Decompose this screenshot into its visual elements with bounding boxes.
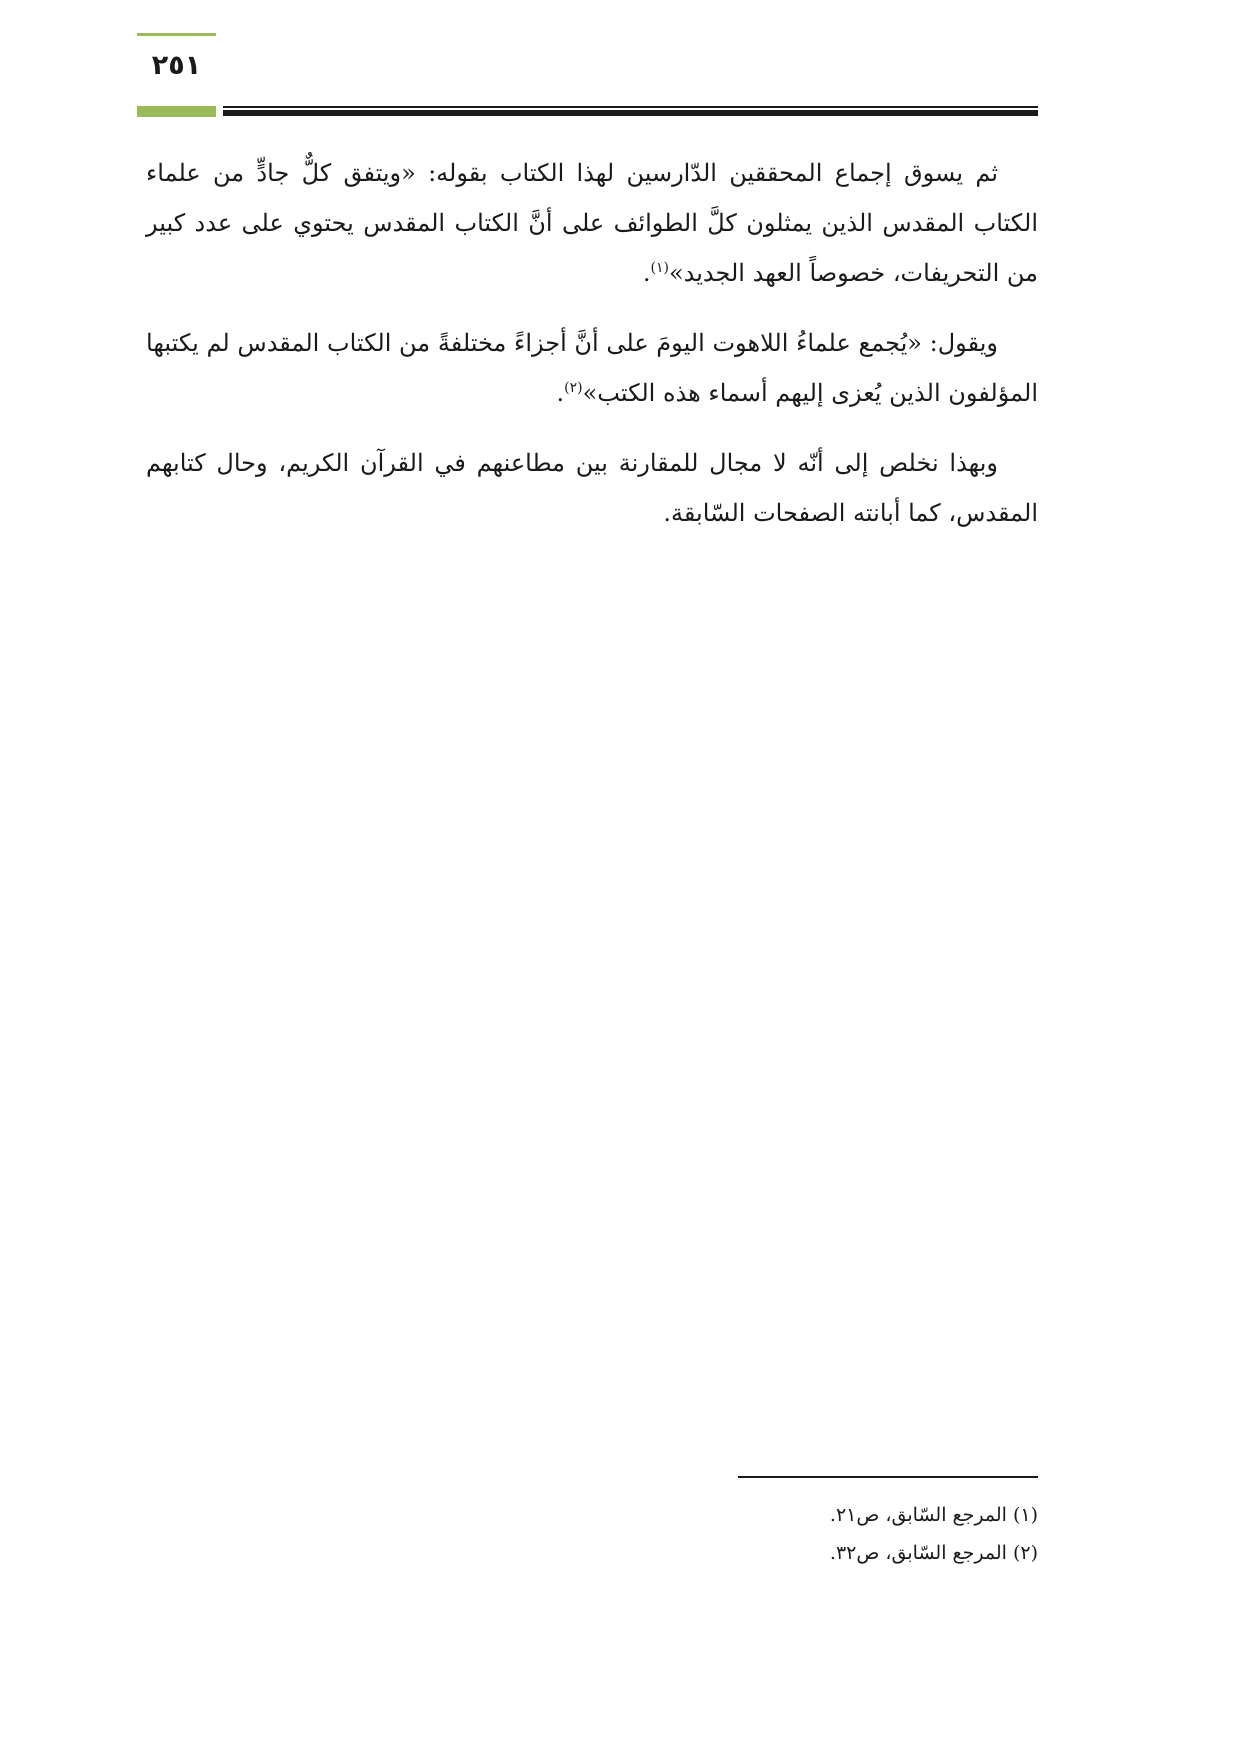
footnote-ref-2: (٢) (564, 380, 583, 396)
header-rule-thick (223, 110, 1038, 116)
footnote-2: (٢) المرجع السّابق، ص٣٢. (829, 1542, 1038, 1564)
page-number-top-line (137, 33, 216, 36)
paragraph-2-end: . (556, 379, 565, 407)
body-text (146, 148, 1038, 558)
paragraph-3 (146, 438, 1038, 538)
paragraph-1 (146, 148, 1038, 298)
footnote-separator (738, 1476, 1038, 1478)
paragraph-1-end: . (642, 259, 651, 287)
footnote-1: (١) المرجع السّابق، ص٢١. (829, 1504, 1038, 1526)
header-green-bar (137, 106, 216, 117)
paragraph-2 (146, 318, 1038, 418)
paragraph-3-text: وبهذا نخلص إلى أنّه لا مجال للمقارنة بين مطاعنهم في القرآن الكريم، وحال كتابهم المقدس، كما أبانته الصفحات السّابقة. (146, 449, 1038, 527)
paragraph-1-text: ثم يسوق إجماع المحققين الدّارسين لهذا الكتاب بقوله: «ويتفق كلٌّ جادٍّ من علماء الكتاب المقدس الذين يمثلون كلَّ الطوائف على أنَّ الكتاب المقدس يحتوي على عدد كبير من التحريفات، خصوصاً العهد الجديد» (146, 159, 1038, 287)
page-number: ٢٥١ (151, 50, 202, 81)
footnotes (600, 1496, 1038, 1572)
header-rule-thin (223, 106, 1038, 108)
footnote-ref-1: (١) (650, 260, 669, 276)
paragraph-2-text: ويقول: «يُجمع علماءُ اللاهوت اليومَ على أنَّ أجزاءً مختلفةً من الكتاب المقدس لم يكتبها المؤلفون الذين يُعزى إليهم أسماء هذه الكتب» (146, 329, 1038, 407)
